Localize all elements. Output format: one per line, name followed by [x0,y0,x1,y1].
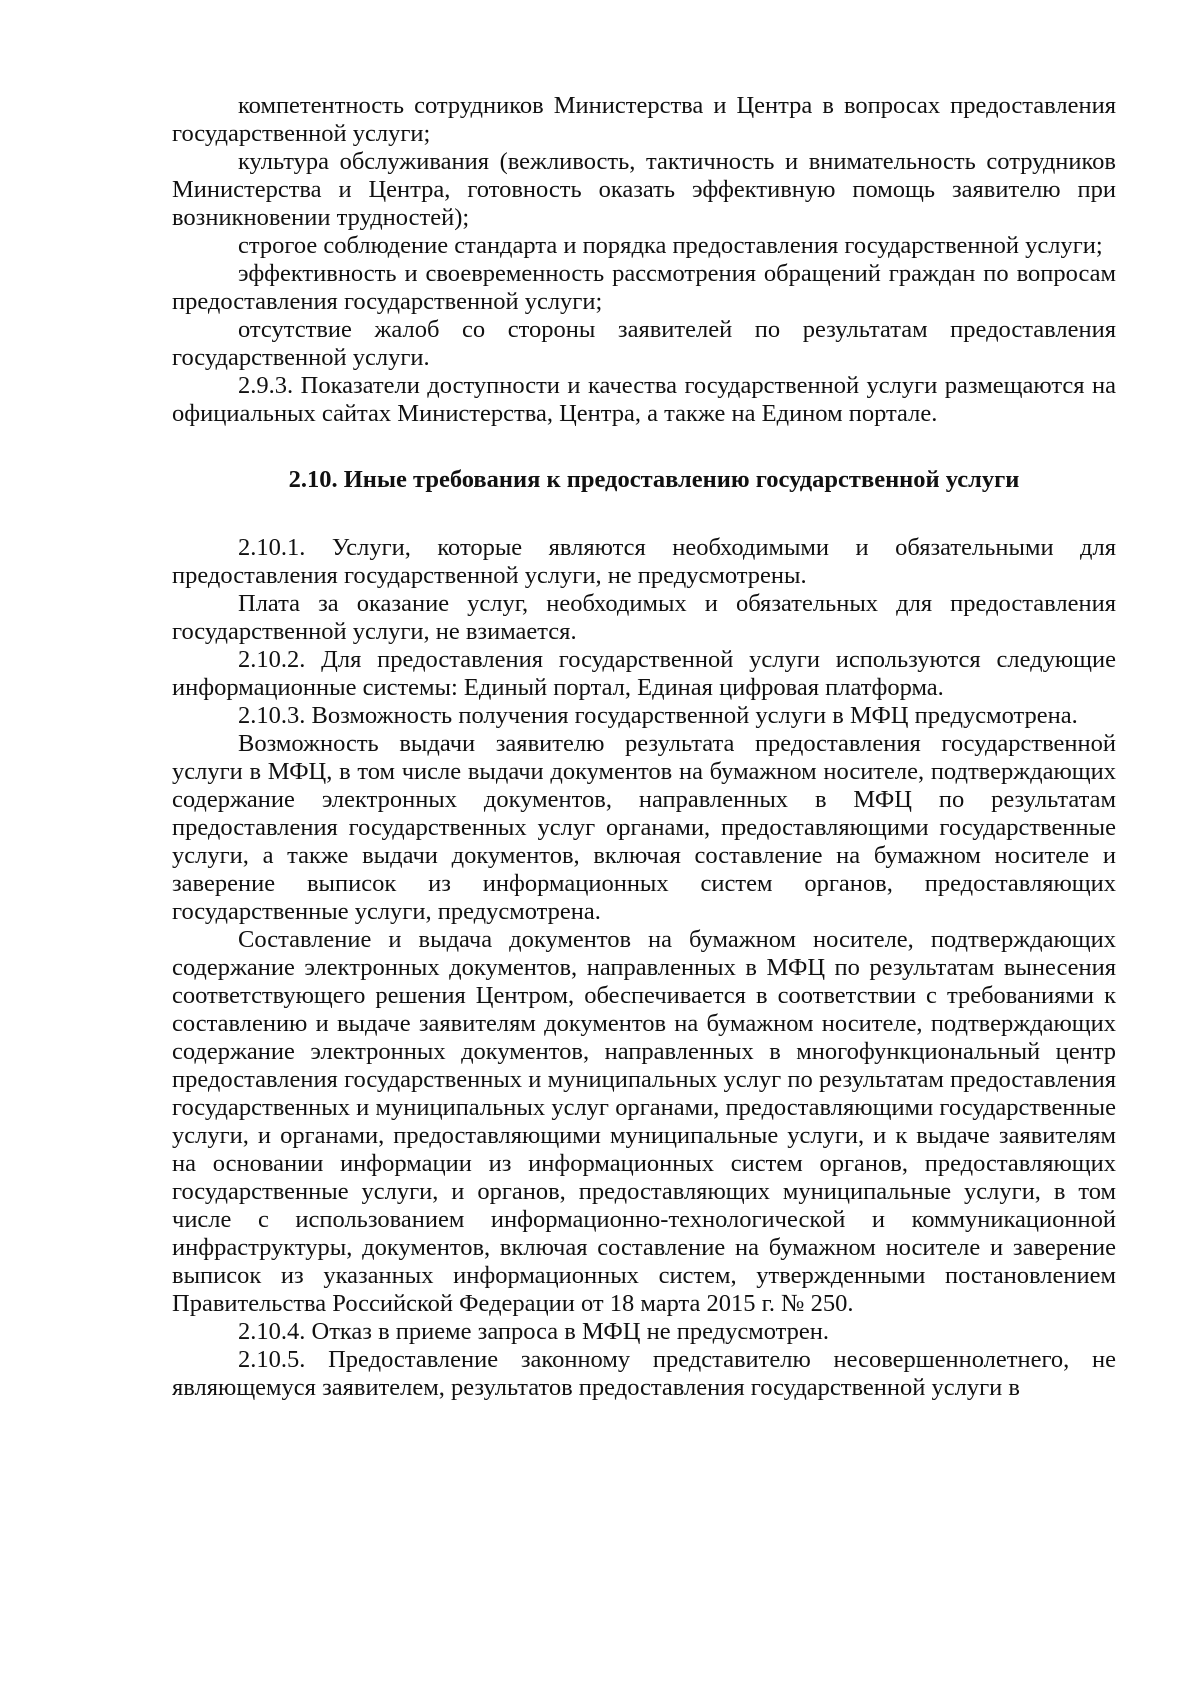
paragraph-2-10-1: 2.10.1. Услуги, которые являются необходимыми и обязательными для предоставления государственной услуги, не предусмотрены. [172,534,1116,589]
paragraph-2-10-5: 2.10.5. Предоставление законному представителю несовершеннолетнего, не являющемуся заявителем, результатов предоставления государственной услуги в [172,1346,1116,1401]
paragraph-2-10-3: 2.10.3. Возможность получения государственной услуги в МФЦ предусмотрена. [238,702,1078,729]
paragraph-mfc-issuance: Возможность выдачи заявителю результата предоставления государственной услуги в МФЦ, в том числе выдачи документов на бумажном носителе, подтверждающих содержание электронных документов, направленных в МФЦ по результатам предоставления государственных услуг органами, предоставляющими государственные услуги, а также выдачи документов, включая составление на бумажном носителе и заверение выписок из информационных систем органов, предоставляющих государственные услуги, предусмотрена. [172,730,1116,925]
paragraph-service-culture: культура обслуживания (вежливость, тактичность и внимательность сотрудников Министерства и Центра, готовность оказать эффективную помощь заявителю при возникновении трудностей); [172,148,1116,231]
paragraph-competence: компетентность сотрудников Министерства и Центра в вопросах предоставления государственной услуги; [172,92,1116,147]
paragraph-paper-documents: Составление и выдача документов на бумажном носителе, подтверждающих содержание электронных документов, направленных в МФЦ по результатам вынесения соответствующего решения Центром, обеспечивается в соответствии с требованиями к составлению и выдаче заявителям документов на бумажном носителе, подтверждающих содержание электронных документов, направленных в многофункциональный центр предоставления государственных и муниципальных услуг по результатам предоставления государственных и муниципальных услуг органами, предоставляющими государственные услуги, и органами, предоставляющими муниципальные услуги, и к выдаче заявителям на основании информации из информационных систем органов, предоставляющих государственные услуги, и органов, предоставляющих муниципальные услуги, в том числе с использованием информационно-технологической и коммуникационной инфраструктуры, документов, включая составление на бумажном носителе и заверение выписок из указанных информационных систем, утвержденными постановлением Правительства Российской Федерации от 18 марта 2015 г. № 250. [172,926,1116,1317]
section-heading-2-10: 2.10. Иные требования к предоставлению государственной услуги [288,466,1020,493]
paragraph-2-9-3: 2.9.3. Показатели доступности и качества государственной услуги размещаются на официальных сайтах Министерства, Центра, а также на Едином портале. [172,372,1116,427]
paragraph-fee: Плата за оказание услуг, необходимых и обязательных для предоставления государственной услуги, не взимается. [172,590,1116,645]
document-page [172,92,1116,1402]
paragraph-2-10-2: 2.10.2. Для предоставления государственной услуги используются следующие информационные системы: Единый портал, Единая цифровая платформа. [172,646,1116,701]
paragraph-no-complaints: отсутствие жалоб со стороны заявителей по результатам предоставления государственной услуги. [172,316,1116,371]
paragraph-2-10-4: 2.10.4. Отказ в приеме запроса в МФЦ не предусмотрен. [238,1318,830,1345]
paragraph-standard-compliance: строгое соблюдение стандарта и порядка предоставления государственной услуги; [238,232,1103,259]
paragraph-efficiency: эффективность и своевременность рассмотрения обращений граждан по вопросам предоставления государственной услуги; [172,260,1116,315]
